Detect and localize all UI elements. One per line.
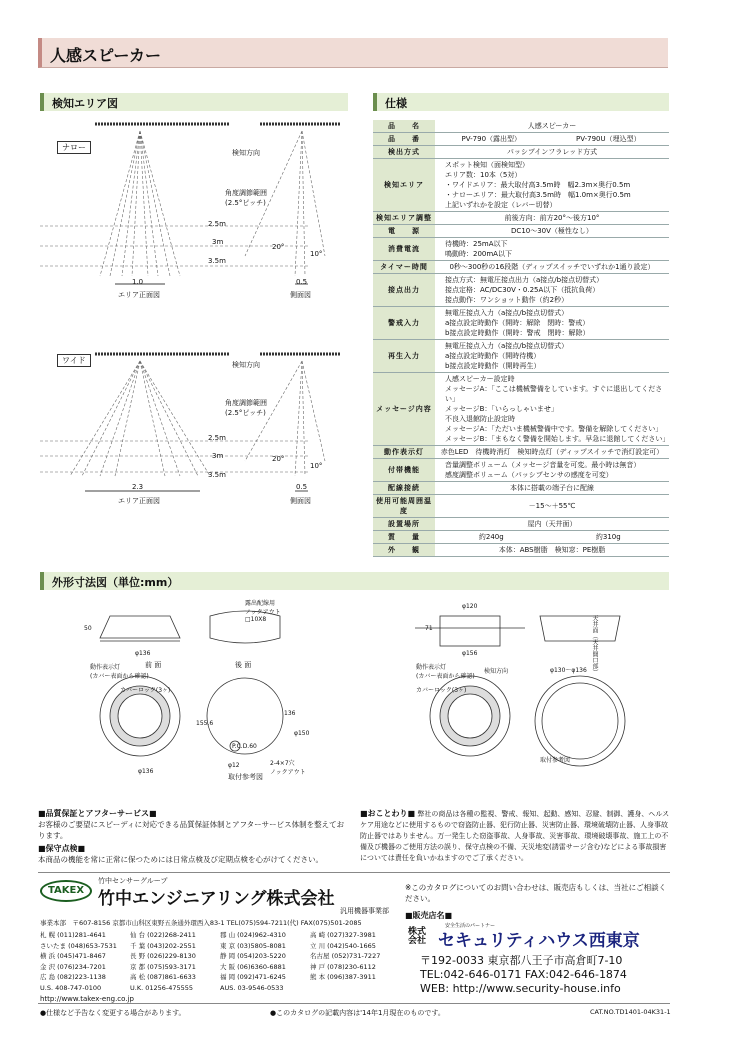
- dim-left-d1: φ136: [135, 650, 151, 657]
- dim-right-mount: 取付参考図: [540, 757, 571, 764]
- branch-entry: 熊 本 (096)387-3911: [310, 973, 376, 981]
- narrow-ang10: 10°: [310, 250, 323, 258]
- dim-left-h: 50: [84, 625, 92, 632]
- spec-heading: 仕様: [385, 97, 407, 110]
- branch-entry: 京 都 (075)593-3171: [130, 962, 196, 971]
- notice-text: 弊社の商品は各種の監視、警戒、報知、起動、感知、忍避、制御、護身、ヘルスケア用途などに使用するもので窃盗防止器、犯行防止器、災害防止器、環境破壊防止器、人身事故防止器ではありません。万一発生した窃盗事故、人身事故、災害事故、環境破壊事故、施工上の不備及び機器のご使用方法の誤り、保守点検の不備、天災地変(誘雷サージ含む)などによる事故損害については責任を負いかねますのでご了承ください。: [360, 810, 670, 862]
- branch-row: [40, 962, 400, 973]
- branch-entry: [310, 983, 400, 994]
- spec-value: [435, 340, 669, 373]
- dealer-heading: ■販売店名■: [405, 911, 453, 920]
- spec-line: ・ナローエリア：最大取付高3.5m時 幅1.0m×奥行0.5m: [445, 191, 631, 199]
- dim-front-label: 前 面: [145, 661, 162, 669]
- quality-box: [38, 808, 350, 868]
- branch-entry: 札 幌 (011)281-4641: [40, 931, 106, 939]
- narrow-d2: 3m: [212, 238, 224, 246]
- catalog-note: ※このカタログについてのお問い合わせは、販売店もしくは、当社にご相談ください。: [405, 883, 667, 903]
- spec-line: スポット検知（面検知型）: [445, 161, 529, 169]
- bottom-divider: [38, 1003, 670, 1004]
- footer-divider: [38, 872, 670, 873]
- dealer-corp: 株式会社: [408, 927, 427, 946]
- notice-box: [360, 808, 670, 868]
- narrow-angle-label: 角度調節範囲 (2.5°ピッチ): [225, 189, 267, 207]
- company-name: 竹中エンジニアリング株式会社: [98, 889, 335, 909]
- dims-section-header: [40, 572, 669, 590]
- branch-row: [40, 972, 400, 983]
- dim-right-d1: φ120: [462, 603, 478, 610]
- dim-left-pitch: P.C.D.60: [232, 743, 257, 750]
- branch-entry: 金 沢 (076)234-7201: [40, 962, 106, 971]
- branch-entry: 静 岡 (054)203-5220: [220, 952, 286, 960]
- branch-row: [40, 930, 400, 941]
- spec-value: －15～＋55℃: [435, 495, 669, 518]
- spec-row: [373, 274, 669, 307]
- company-group: 竹中センサーグループ: [98, 877, 168, 885]
- hq-address: 事業本部 〒607-8156 京都市山科区東野五条通外環西入83-1 TEL(075)594-7211(代) FAX(075)501-2085: [40, 919, 362, 927]
- spec-line: 人感スピーカー設定時: [445, 375, 515, 383]
- spec-row: [373, 212, 669, 225]
- spec-row: [373, 495, 669, 518]
- spec-line: メッセージB：「まもなく警備を開始します。早急に退館してください」: [445, 435, 670, 443]
- spec-line: 接点方式：無電圧接点出力（a接点/b接点切替式）: [445, 276, 604, 284]
- dim-left-d2: φ136: [138, 768, 154, 775]
- spec-line: 無電圧接点入力（a接点/b接点切替式）: [445, 342, 569, 350]
- branch-entry: U.S. 408-747-0100: [40, 983, 102, 992]
- branch-entry: 仙 台 (022)268-2411: [130, 931, 196, 939]
- spec-label: 使用可能周囲温度: [373, 495, 435, 518]
- dim-left-v1: 155.6: [196, 720, 214, 727]
- spec-label: 動作表示灯: [373, 446, 435, 459]
- dealer-address: 〒192-0033 東京都八王子市高倉町7-10: [420, 954, 623, 967]
- branch-entry: 高 崎 (027)327-3981: [310, 931, 376, 939]
- detection-section-header: [40, 93, 348, 111]
- dim-led-label: 動作表示灯 (カバー表面から確認): [90, 664, 149, 680]
- branch-entry: 横 浜 (045)471-8467: [40, 952, 106, 960]
- dealer-subtitle: 安全生活のパートナー: [445, 923, 496, 929]
- spec-row: [373, 518, 669, 531]
- spec-row: [373, 531, 669, 544]
- spec-row: [373, 373, 669, 446]
- dim-right-led: 動作表示灯 (カバー表面から確認): [416, 664, 475, 680]
- dim-left-knock2: 2-4×7穴 ノックアウト: [270, 760, 306, 776]
- bottom-note-1: ●仕様など予告なく変更する場合があります。: [40, 1009, 186, 1017]
- check-heading: ■保守点検■: [38, 844, 86, 853]
- dealer-tel: TEL:042-646-0171 FAX:042-646-1874: [420, 968, 627, 981]
- wide-ang20: 20°: [272, 455, 285, 463]
- spec-line: ・ワイドエリア：最大取付高3.5m時 幅2.3m×奥行0.5m: [445, 181, 631, 189]
- spec-line: a接点設定時動作（開時待機）: [445, 352, 541, 360]
- branch-entry: AUS. 03-9546-0533: [220, 983, 284, 992]
- branch-entry: 名古屋 (052)731-7227: [310, 952, 381, 960]
- notice-heading: ■おことわり■: [360, 809, 416, 818]
- spec-label: 消費電流: [373, 238, 435, 261]
- branch-entry: 高 松 (087)861-6633: [130, 973, 196, 981]
- spec-value: 屋内（天井面）: [435, 518, 669, 531]
- spec-row: [373, 238, 669, 261]
- spec-label: 付帯機能: [373, 459, 435, 482]
- dim-mount-label: 取付参考図: [228, 773, 263, 781]
- spec-line: b接点設定時動作（開時：警戒 閉時：解除）: [445, 329, 590, 337]
- dim-right-d3: φ130～φ136: [550, 667, 587, 674]
- dim-right-dir: 検知方向: [484, 668, 509, 675]
- wide-side-caption: 側面図: [290, 497, 311, 505]
- spec-label: メッセージ内容: [373, 373, 435, 446]
- narrow-tag: ナロー: [57, 141, 91, 154]
- spec-row: [373, 446, 669, 459]
- dim-right-ceiling: 天井面（天井開口部）: [591, 615, 598, 675]
- spec-label: 質 量: [373, 531, 435, 544]
- spec-value: 前後方向：前方20°～後方10°: [435, 212, 669, 225]
- spec-line: 不良入退館防止設定時: [445, 415, 515, 423]
- spec-row: [373, 459, 669, 482]
- branch-entry: 神 戸 (078)230-6112: [310, 962, 376, 971]
- spec-row: [373, 225, 669, 238]
- spec-label: 電 源: [373, 225, 435, 238]
- branch-row: [40, 941, 400, 952]
- spec-row: [373, 340, 669, 373]
- spec-label: タイマー時間: [373, 261, 435, 274]
- spec-value: 0秒～300秒の16段階（ディップスイッチでいずれか1通り設定）: [435, 261, 669, 274]
- dim-knockout-label: 露出配線用 ノックアウト □10X8: [245, 600, 281, 623]
- spec-label: 品 名: [373, 120, 435, 133]
- dim-left-v2: 136: [284, 710, 296, 717]
- bottom-note-2: ●このカタログの記載内容は'14年1月現在のものです。: [270, 1009, 445, 1017]
- spec-label: 検知エリア: [373, 159, 435, 212]
- branch-row: [40, 951, 400, 962]
- narrow-width: 1.0: [132, 278, 144, 286]
- wide-width: 2.3: [132, 483, 144, 491]
- spec-line: b接点設定時動作（開時再生）: [445, 362, 541, 370]
- spec-row: [373, 159, 669, 212]
- wide-side-width: 0.5: [296, 483, 308, 491]
- dim-back-label: 後 面: [235, 661, 252, 669]
- spec-label: 再生入力: [373, 340, 435, 373]
- spec-label: 警戒入力: [373, 307, 435, 340]
- spec-line: 感度調整ボリューム（パッシブセンサの感度を可変）: [445, 471, 613, 479]
- spec-row: [373, 261, 669, 274]
- spec-row: [373, 544, 669, 557]
- spec-table-container: [373, 120, 669, 557]
- branch-entry: U.K. 01256-475555: [130, 983, 194, 992]
- spec-line: エリア数：10本（5対）: [445, 171, 522, 179]
- quality-heading: ■品質保証とアフターサービス■: [38, 809, 157, 818]
- dim-left-v3: φ150: [294, 730, 310, 737]
- spec-table: [373, 120, 669, 557]
- branch-entry: 千 葉 (043)202-2551: [130, 941, 196, 950]
- narrow-d3: 3.5m: [208, 257, 226, 265]
- spec-value: パッシブインフラレッド方式: [435, 146, 669, 159]
- spec-label: 接点出力: [373, 274, 435, 307]
- branch-entry: 郡 山 (024)962-4310: [220, 931, 286, 939]
- narrow-d1: 2.5m: [208, 220, 226, 228]
- spec-value: 約240g: [435, 531, 548, 544]
- narrow-ang20: 20°: [272, 243, 285, 251]
- spec-value: [435, 373, 669, 446]
- spec-line: メッセージA：「ここは機械警備をしています。すぐに退出してください」: [445, 385, 663, 403]
- spec-line: a接点設定時動作（開時：解除 閉時：警戒）: [445, 319, 590, 327]
- branch-entry: さいたま (048)653-7531: [40, 941, 117, 950]
- spec-value: 赤色LED 待機時消灯 検知時点灯（ディップスイッチで消灯設定可）: [435, 446, 669, 459]
- spec-value: [435, 238, 669, 261]
- spec-label: 検知エリア調整: [373, 212, 435, 225]
- quality-text: お客様のご要望にスピーディに対応できる品質保証体制とアフターサービス体制を整えております。: [38, 820, 345, 840]
- branch-entry: 福 岡 (092)471-6245: [220, 973, 286, 981]
- spec-label: 品 番: [373, 133, 435, 146]
- branch-row: [40, 983, 400, 994]
- check-text: 本商品の機能を常に正常に保つためには日常点検及び定期点検を心がけてください。: [38, 855, 323, 864]
- spec-row: [373, 120, 669, 133]
- dim-right-h: 71: [425, 625, 433, 632]
- page-title-bar: [38, 38, 668, 68]
- detection-heading: 検知エリア図: [52, 97, 118, 110]
- wide-d2: 3m: [212, 452, 224, 460]
- spec-value: [435, 274, 669, 307]
- wide-ang10: 10°: [310, 462, 323, 470]
- spec-value: [435, 459, 669, 482]
- wide-direction-label: 検知方向: [232, 361, 260, 369]
- branch-entry: 大 阪 (06)6360-6881: [220, 962, 286, 971]
- spec-line: 待機時：25mA以下: [445, 240, 508, 248]
- spec-value: [435, 159, 669, 212]
- takex-logo: TAKEX: [40, 880, 92, 902]
- dim-right-cover: カバーロック(3ヶ): [416, 687, 467, 694]
- spec-value: 本体：ABS樹脂 検知窓：PE樹脂: [435, 544, 669, 557]
- branch-entry: 東 京 (03)5805-8081: [220, 941, 286, 950]
- branch-entry: 長 野 (026)229-8130: [130, 952, 196, 960]
- spec-value: [435, 307, 669, 340]
- dim-left-d3: φ12: [228, 762, 240, 769]
- branch-list: [40, 930, 400, 993]
- spec-section-header: [373, 93, 669, 111]
- wide-tag: ワイド: [57, 354, 91, 367]
- spec-row: [373, 482, 669, 495]
- narrow-side-caption: 側面図: [290, 291, 311, 299]
- narrow-side-width: 0.5: [296, 278, 308, 286]
- spec-label: 配線接続: [373, 482, 435, 495]
- spec-label: 検出方式: [373, 146, 435, 159]
- company-dept: 汎用機器事業部: [340, 907, 389, 915]
- dealer-web[interactable]: WEB: http://www.security-house.info: [420, 982, 621, 995]
- spec-line: メッセージB：「いらっしゃいませ」: [445, 405, 558, 413]
- wide-angle-label: 角度調節範囲 (2.5°ピッチ): [225, 399, 267, 417]
- dimension-drawings: [40, 596, 670, 796]
- spec-line: 上記いずれかを設定（レバー切替）: [445, 201, 557, 209]
- branch-entry: 立 川 (042)540-1665: [310, 941, 376, 950]
- spec-label: 外 観: [373, 544, 435, 557]
- spec-row: [373, 307, 669, 340]
- spec-line: 接点動作：ワンショット動作（約2秒）: [445, 296, 569, 304]
- spec-value-2: 約310g: [548, 531, 669, 544]
- spec-value: 本体に搭載の端子台に配線: [435, 482, 669, 495]
- branch-entry: 広 島 (082)223-1138: [40, 973, 106, 981]
- spec-label: 設置場所: [373, 518, 435, 531]
- spec-value-2: PV-790U（埋込型）: [548, 133, 669, 146]
- wide-front-caption: エリア正面図: [118, 497, 160, 505]
- spec-value: 人感スピーカー: [435, 120, 669, 133]
- spec-line: 鳴動時：200mA以下: [445, 250, 512, 258]
- spec-line: メッセージA：「ただいま機械警備中です。警備を解除してください」: [445, 425, 663, 433]
- spec-row: [373, 146, 669, 159]
- spec-line: 音量調整ボリューム（メッセージ音量を可変。最小時は無音）: [445, 461, 641, 469]
- wide-d3: 3.5m: [208, 471, 226, 479]
- dealer-name: セキュリティハウス西東京: [438, 931, 640, 951]
- spec-value: PV-790（露出型）: [435, 133, 548, 146]
- spec-line: 無電圧接点入力（a接点/b接点切替式）: [445, 309, 569, 317]
- company-url[interactable]: http://www.takex-eng.co.jp: [40, 995, 134, 1003]
- narrow-front-caption: エリア正面図: [118, 291, 160, 299]
- dims-heading: 外形寸法図（単位:mm）: [52, 576, 179, 589]
- wide-d1: 2.5m: [208, 434, 226, 442]
- dim-right-d2: φ156: [462, 650, 478, 657]
- narrow-direction-label: 検知方向: [232, 149, 260, 157]
- spec-row: [373, 133, 669, 146]
- spec-value: DC10～30V（極性なし）: [435, 225, 669, 238]
- dim-cover-lock-label: カバーロック(3ヶ): [120, 687, 171, 694]
- catalog-number: CAT.NO.TD1401-04K31-1: [590, 1008, 671, 1016]
- page-title: 人感スピーカー: [50, 46, 162, 65]
- spec-line: 接点定格：AC/DC30V・0.25A以下（抵抗負荷）: [445, 286, 600, 294]
